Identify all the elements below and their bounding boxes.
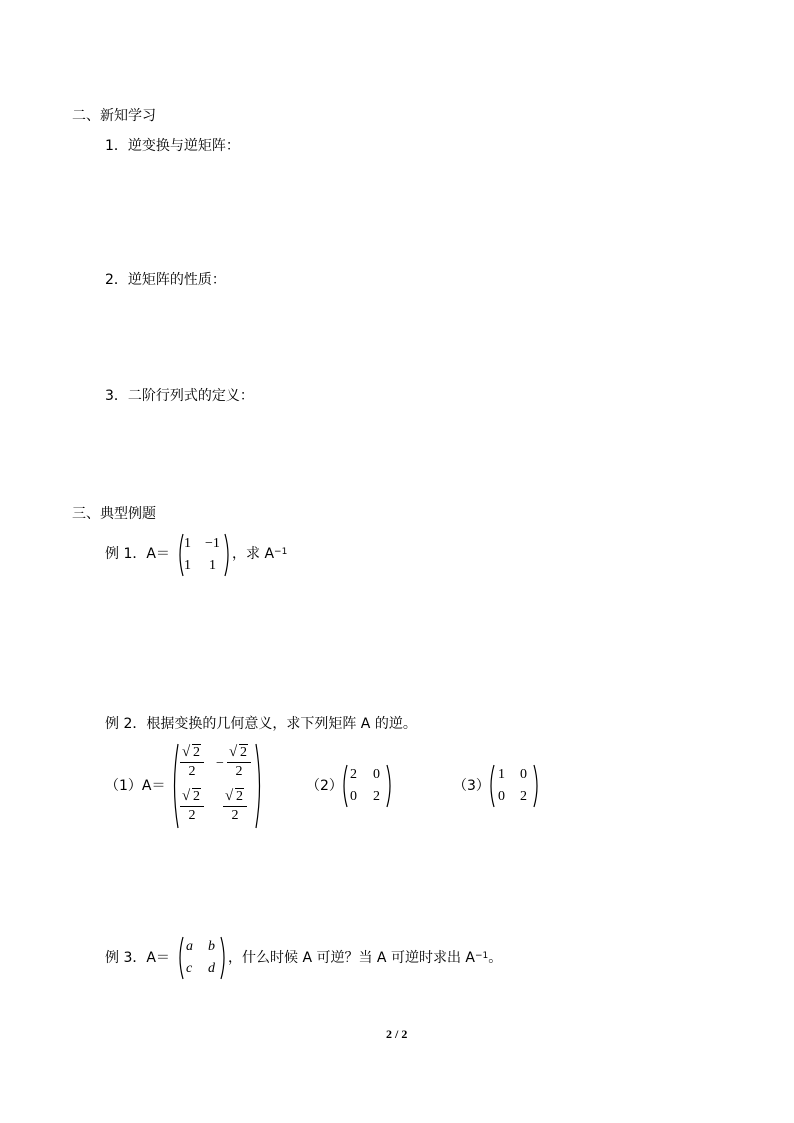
example-2-part-1-label: （1）A＝ [105, 778, 166, 794]
matrix-cell: 2 [350, 767, 357, 782]
matrix-cell: c [186, 961, 193, 976]
example-3-matrix [176, 935, 228, 981]
example-2-text: 例 2．根据变换的几何意义，求下列矩阵 A 的逆。 [105, 716, 417, 732]
example-2-matrix-2 [340, 763, 394, 809]
example-2-part-3-label: （3） [453, 778, 490, 794]
matrix-brackets [487, 763, 541, 809]
matrix-cell: 1 [209, 558, 216, 573]
matrix-cell: 2 [520, 789, 527, 804]
minus-sign: − [216, 756, 224, 771]
page-number: 2 / 2 [386, 1027, 408, 1041]
example-2-matrix-1 [170, 742, 264, 830]
item-1-inverse-transform: 1．逆变换与逆矩阵： [105, 138, 240, 154]
example-3-prefix: 例 3．A＝ [105, 950, 170, 966]
fraction-sqrt2-over-2: √ 2 2 [223, 789, 247, 824]
matrix-cell: 0 [498, 789, 505, 804]
fraction-sqrt2-over-2: √ 2 2 [180, 745, 204, 780]
item-3-determinant-definition: 3．二阶行列式的定义： [105, 388, 254, 404]
item-2-inverse-matrix-properties: 2．逆矩阵的性质： [105, 272, 226, 288]
matrix-cell: 0 [373, 767, 380, 782]
example-1-prefix: 例 1．A＝ [105, 546, 170, 562]
section-2-title: 二、新知学习 [72, 108, 156, 124]
matrix-cell: b [208, 939, 215, 954]
matrix-cell: 1 [184, 536, 191, 551]
example-2-matrix-3 [487, 763, 541, 809]
superscript-inverse: −1 [274, 547, 288, 557]
matrix-cell: 1 [498, 767, 505, 782]
matrix-cell: 1 [184, 558, 191, 573]
matrix-cell: 0 [350, 789, 357, 804]
section-3-title: 三、典型例题 [72, 506, 156, 522]
matrix-brackets [340, 763, 394, 809]
fraction-sqrt2-over-2: √ 2 2 [227, 745, 251, 780]
matrix-cell: −1 [205, 536, 220, 551]
example-2-part-2-label: （2） [306, 778, 343, 794]
superscript-inverse: −1 [474, 951, 489, 961]
matrix-brackets [176, 935, 228, 981]
matrix-cell: a [186, 939, 193, 954]
matrix-cell: 2 [373, 789, 380, 804]
fraction-sqrt2-over-2: √ 2 2 [180, 789, 204, 824]
example-3-suffix: ，什么时候 A 可逆？当 A 可逆时求出 $A^{-1}$。 [228, 950, 503, 966]
matrix-cell: 0 [520, 767, 527, 782]
example-1-matrix [176, 532, 232, 578]
example-1-suffix: ，求 $A^{-1}$ [232, 546, 288, 562]
matrix-cell: d [208, 961, 215, 976]
